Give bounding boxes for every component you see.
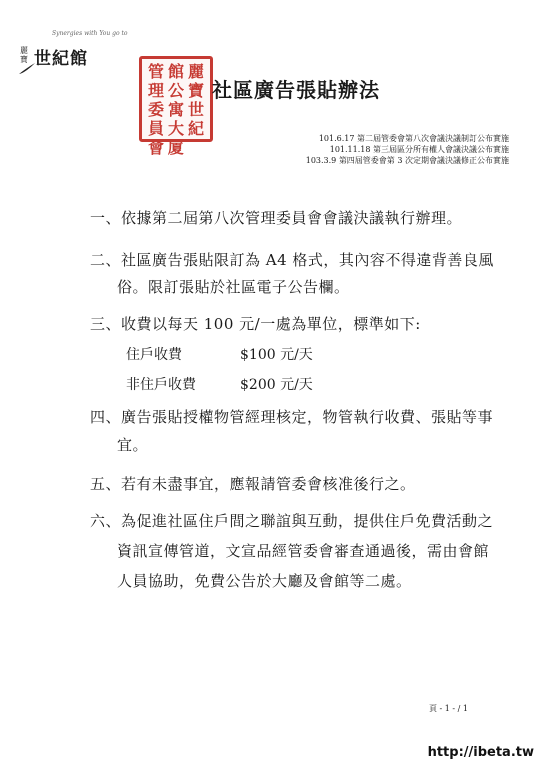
official-seal [139,56,213,157]
clause-6-continued: 人員協助，免費公告於大廳及會館等二處。 [117,572,412,590]
fee-label-nonresident: 非住戶收費 [126,377,196,393]
revision-line: 103.3.9 第四屆管委會第 3 次定期會議決議修正公布實施 [305,156,509,165]
document-title: 社區廣告張貼辦法 [212,78,380,102]
seal-column: 管理委員會 [147,62,164,157]
seal-column: 麗寶世紀 [187,62,204,138]
fee-value-nonresident: $200 元/天 [240,377,313,393]
clause-1: 一、依據第二屆第八次管理委員會會議決議執行辦理。 [90,209,463,227]
clause-2: 二、社區廣告張貼限訂為 A4 格式，其內容不得違背善良風 [90,251,494,269]
clause-6: 六、為促進社區住戶間之聯誼與互動，提供住戶免費活動之 [90,512,494,530]
clause-4-continued: 宜。 [117,436,149,454]
clause-4: 四、廣告張貼授權物管經理核定，物管執行收費、張貼等事 [90,408,494,426]
revision-line: 101.11.18 第三屆區分所有權人會議決議公布實施 [329,145,509,154]
page-number: 頁 - 1 - / 1 [429,704,468,713]
clause-5: 五、若有未盡事宜，應報請管委會核准後行之。 [90,475,416,493]
logo-main-text: 世紀館 [34,49,88,69]
swoosh-icon [18,62,36,76]
fee-label-resident: 住戶收費 [126,347,182,363]
revision-history [306,133,509,166]
watermark: http://ibeta.tw [425,744,537,761]
clause-3: 三、收費以每天 100 元/一處為單位，標準如下: [90,315,421,333]
logo-script-text: Synergies with You go to [52,30,128,37]
logo-side-text: 麗寶 [20,46,28,64]
revision-line: 101.6.17 第二屆管委會第八次會議決議制訂公布實施 [318,134,509,143]
clause-2-continued: 俗。限訂張貼於社區電子公告欄。 [117,278,350,296]
fee-value-resident: $100 元/天 [240,347,313,363]
clause-6-continued: 資訊宣傳管道，文宣品經管委會審查通過後，需由會館 [117,542,490,560]
seal-column: 館公寓大廈 [167,62,184,157]
